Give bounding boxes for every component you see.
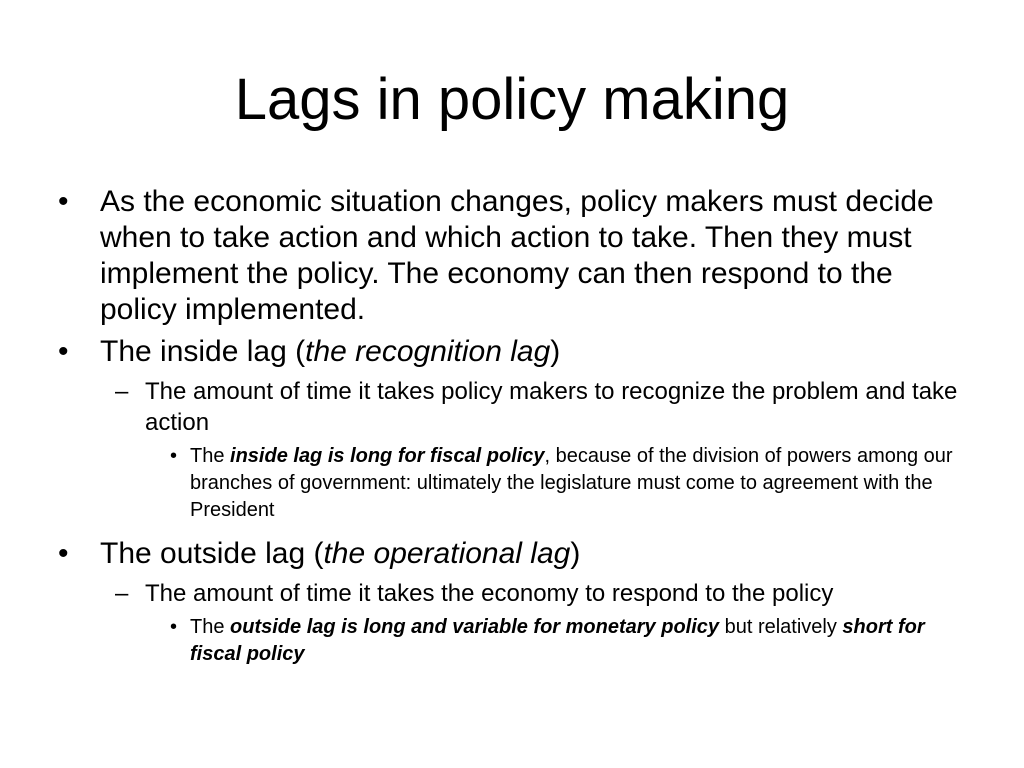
bullet-item-inside-lag — [55, 334, 975, 370]
bullet-text-prefix: The outside lag ( — [100, 537, 324, 570]
bullet-marker: • — [58, 335, 69, 368]
bullet-text-suffix: ) — [570, 537, 581, 570]
text-bold-italic: outside lag is long and variable for monetary policy — [230, 616, 720, 638]
sub-sub-bullet-inside-lag-fiscal — [168, 443, 975, 524]
dash-marker: – — [115, 378, 129, 405]
slide-body — [55, 184, 975, 680]
text-prefix: The — [190, 445, 231, 467]
text-bold-italic: inside lag is long for fiscal policy — [230, 445, 545, 467]
sub-bullet-outside-lag-definition — [115, 578, 975, 609]
bullet-text-italic: the recognition lag — [305, 335, 551, 368]
bullet-marker: • — [170, 616, 178, 638]
sub-bullet-inside-lag-definition — [115, 376, 975, 438]
bullet-marker: • — [170, 445, 178, 467]
bullet-marker: • — [58, 537, 69, 570]
text-prefix: The — [190, 616, 231, 638]
bullet-text-prefix: The inside lag ( — [100, 335, 306, 368]
dash-marker: – — [115, 580, 129, 607]
sub-bullet-text: The amount of time it takes policy makers to recognize the problem and take action — [145, 378, 958, 436]
text-middle: but relatively — [719, 616, 843, 638]
bullet-text-italic: the operational lag — [323, 537, 571, 570]
bullet-item-economic-situation — [55, 184, 975, 328]
text-bold-italic-2: short for fiscal policy — [190, 616, 925, 665]
bullet-item-outside-lag — [55, 536, 975, 572]
bullet-text-suffix: ) — [550, 335, 561, 368]
text-suffix: , because of the division of powers among our branches of government: ultimately the legislature must come to agreement with the President — [190, 445, 953, 521]
bullet-marker: • — [58, 185, 69, 218]
sub-sub-bullet-outside-lag-monetary — [168, 614, 975, 668]
slide-title: Lags in policy making — [234, 67, 790, 132]
bullet-text: As the economic situation changes, policy makers must decide when to take action and which action to take. Then they must implement the policy. The economy can then respond to the policy implemented. — [100, 185, 934, 326]
sub-bullet-text: The amount of time it takes the economy to respond to the policy — [145, 580, 834, 607]
